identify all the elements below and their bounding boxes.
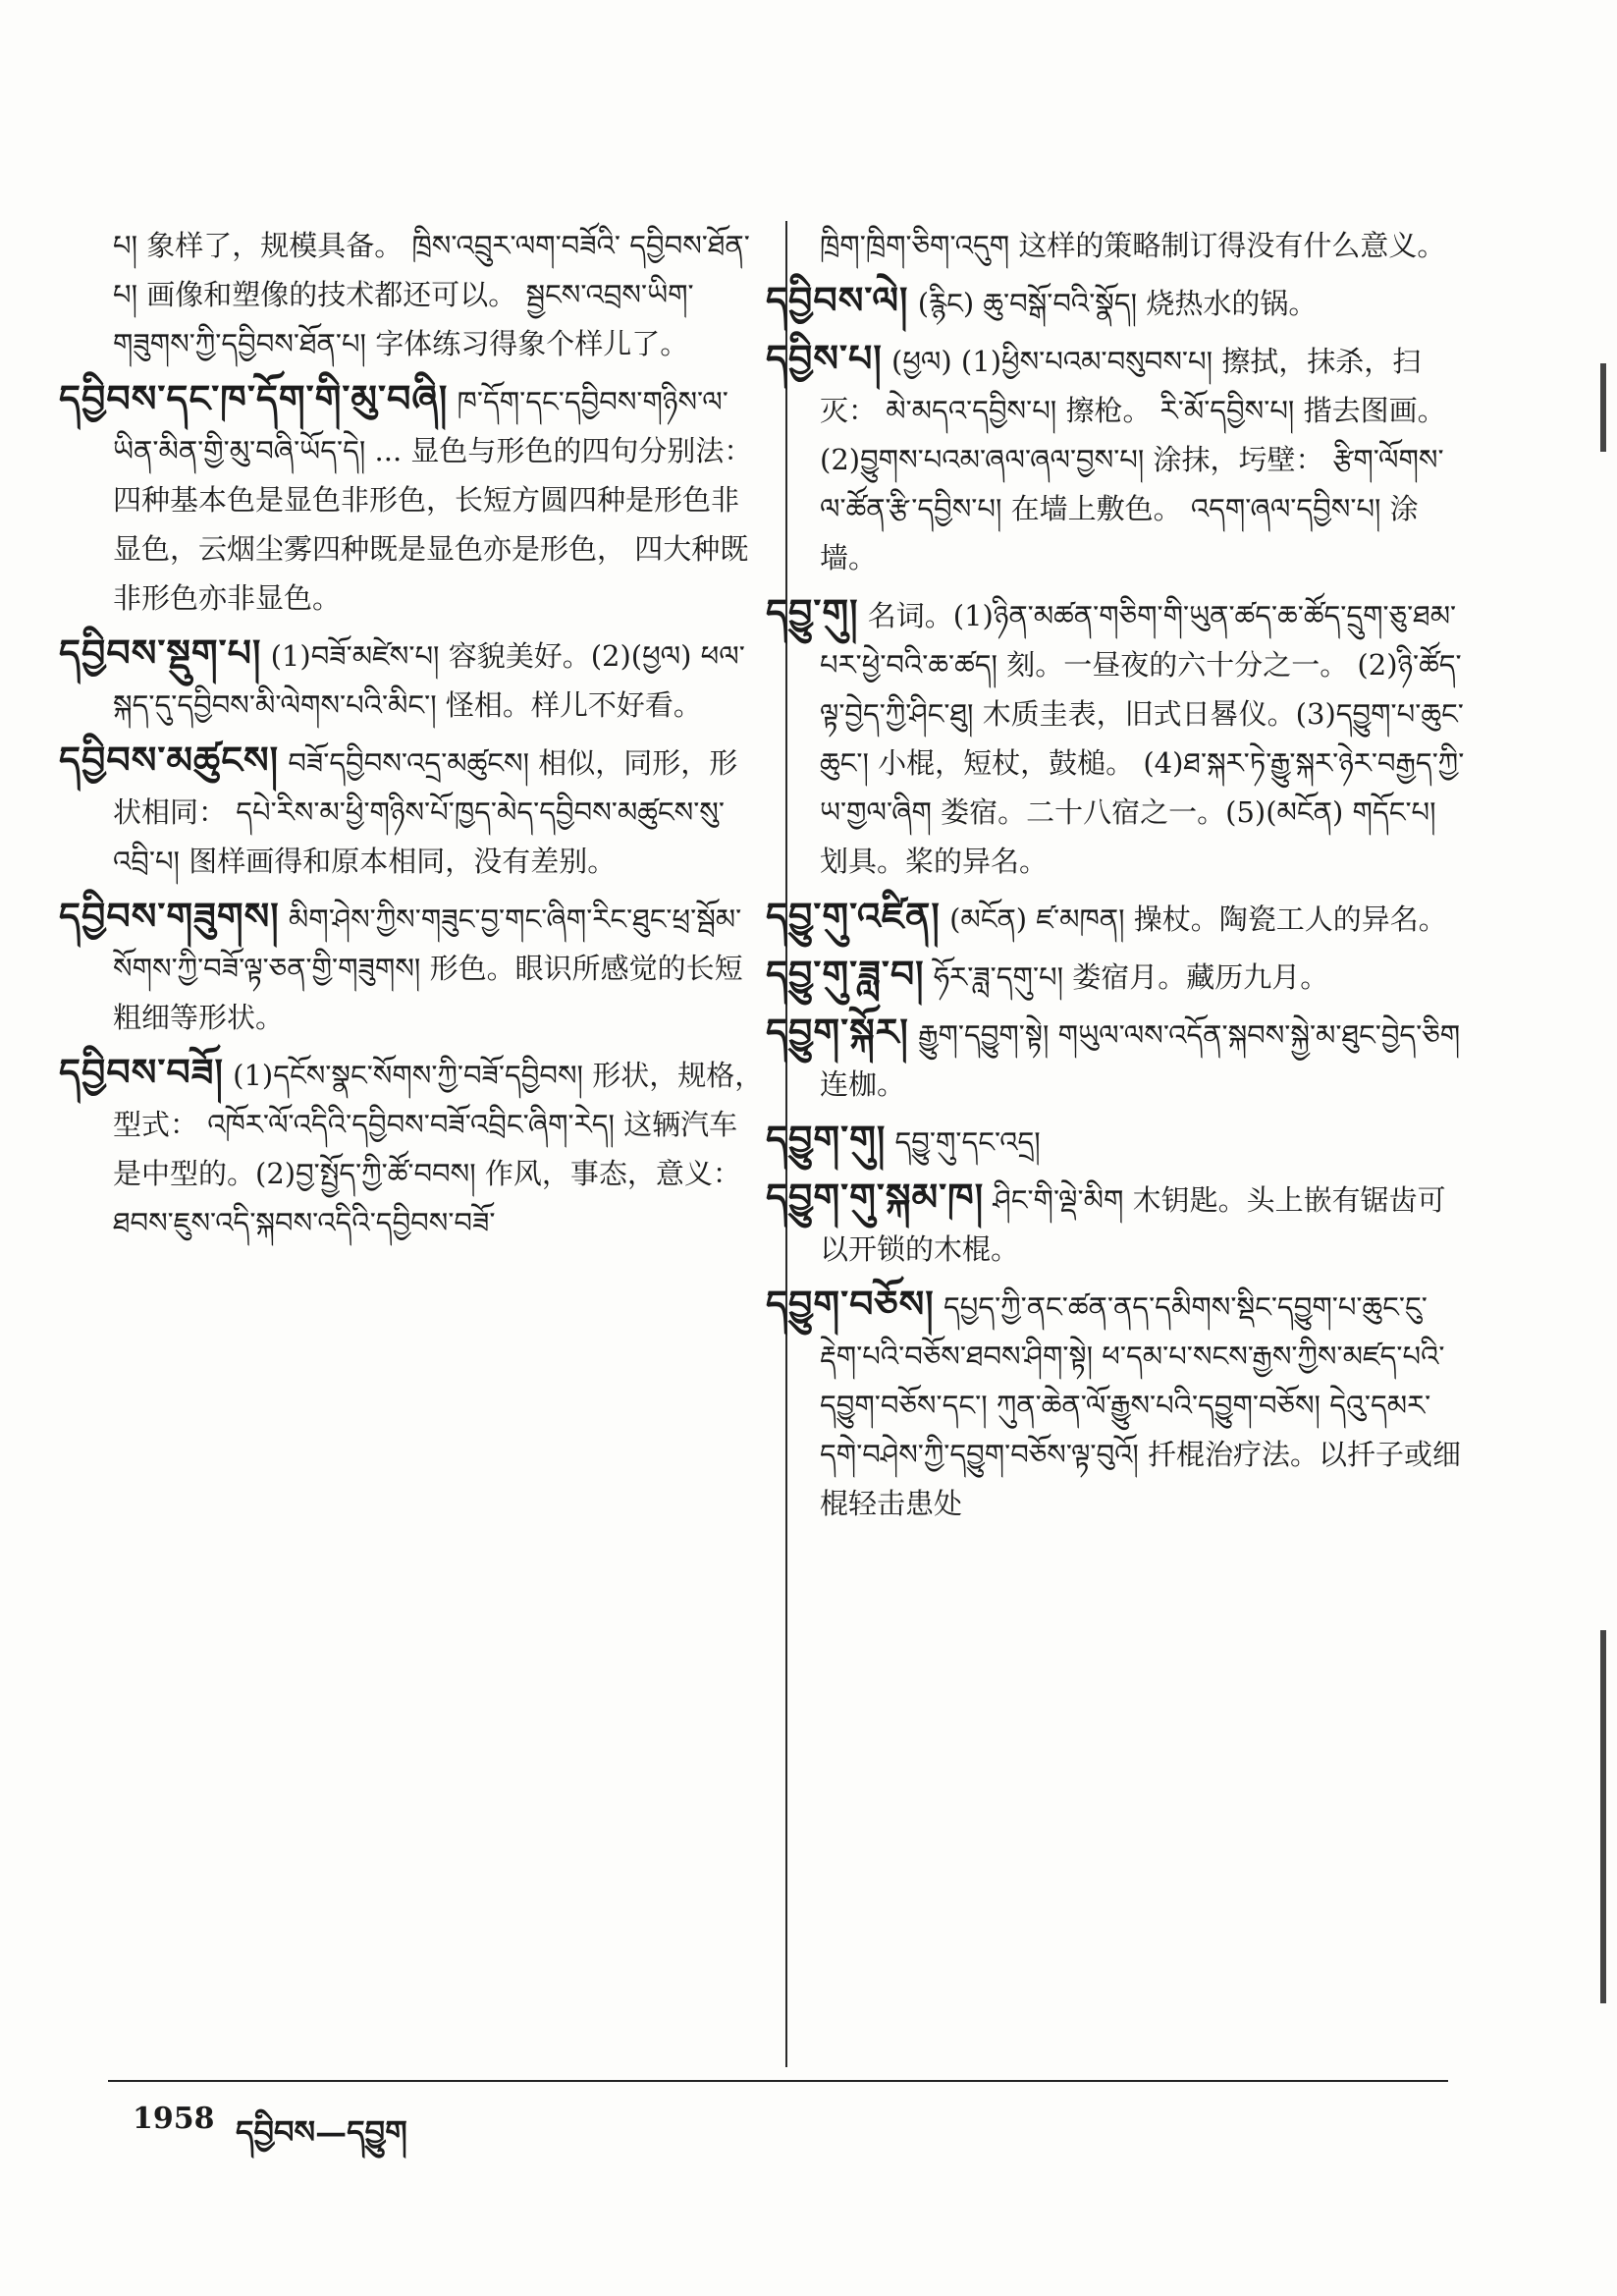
entry-text: དཔྱད་ཀྱི་ནང་ཚན་ནད་དམིགས་སྡིང་དབྱུག་པ་ཆུང་ངུ་རྡེག་པའི་བཅོས་ཐབས་ཤིག་སྟེ། ཕ་དམ་པ་སངས་རྒྱས་ཀྱིས་མཛད་པའི་དབྱུག་བཅོས་དང་། ཀུན་ཆེན་ལོ་རྒྱུས་པའི་དབྱུག་བཅོས། དེའུ་དམར་དགེ་བཤེས་ཀྱི་དབྱུག་བཅོས་ལྟ་བུའོ། 扦棍治疗法。以扦子或细棍轻击患处 [820,1290,1462,1520]
entry-headword: དབྱིབས་གཟུགས། [59,894,280,938]
scan-edge-mark [1600,363,1606,452]
entry-text: པ། 象样了，规模具备。 ཁྲིས་འབྲུར་ལག་བཟོའི་ དབྱིབས་ཐོན་པ། 画像和塑像的技术都还可以。 སྦྱངས་འབྲས་ཡིག་གཟུགས་ཀྱི་དབྱིབས་ཐོན་པ། 字体练习得象个样儿了。 [113,229,750,360]
entry-continuation [820,221,1468,270]
entry [766,1173,1468,1274]
footer-rule [108,2080,1448,2082]
entry-headword: དབྱིབས་དང་ཁ་དོག་གི་མུ་བཞི། [59,376,449,420]
entry [59,374,766,623]
entry-headword: དབྱིས་པ། [766,336,883,380]
entry-text: ཤིང་གི་ལྡེ་མིག 木钥匙。头上嵌有锯齿可以开锁的木棍。 [820,1183,1446,1266]
entry-headword: དབྱིབས་བཟོ། [59,1050,224,1094]
entry [59,736,766,886]
entry [766,950,1468,1002]
entry [766,276,1468,328]
entry [766,892,1468,944]
entry [766,588,1468,886]
entry-text: (ཕྱལ) (1)ཕྱིས་པའམ་བསུབས་པ། 擦拭，抹杀，扫灭： མེ་མདའ་དབྱིས་པ། 擦枪。 རི་མོ་དབྱིས་པ། 揩去图画。 (2)བྱུགས་པའམ་ཞལ་ཞལ་བྱས་པ། 涂抹，圬壁： རྩིག་ལོགས་ལ་ཚོན་རྩི་དབྱིས་པ། 在墙上敷色。 འདག་ཞལ་དབྱིས་པ། 涂墙。 [820,345,1446,574]
entry [766,334,1468,582]
page-number: 1958 [133,2102,215,2136]
entry-headword: དབྱིབས་མཚུངས། [59,738,280,782]
entry-text: 名词。(1)ཉིན་མཚན་གཅིག་གི་ཡུན་ཚད་ཆ་ཚོད་དྲུག་ཅུ་ཐམ་པར་ཕྱེ་བའི་ཆ་ཚད། 刻。一昼夜的六十分之一。 (2)ཉི་ཚོད་ལྟ་བྱེད་ཀྱི་ཤིང་ཐུ། 木质圭表，旧式日晷仪。(3)དབྱུག་པ་ཆུང་ཆུང་། 小棍，短杖，鼓槌。 (4)ཐ་སྐར་ཏེ་རྒྱུ་སྐར་ཉེར་བརྒྱད་ཀྱི་ཡ་གྱལ་ཞིག 娄宿。二十八宿之一。(5)(མངོན) གདོང་པ། 划具。桨的异名。 [820,599,1465,878]
entry [59,1048,766,1247]
entry-text: ཧོར་ཟླ་དགུ་པ། 娄宿月。藏历九月。 [933,960,1329,994]
entry [59,629,766,730]
entry-headword: དབྱུག་སྐོར། [766,1010,909,1054]
entry-headword: དབྱིབས་ལེ། [766,278,909,322]
entry-headword: དབྱུ་གུ་ཟླ་བ། [766,952,925,996]
entry-text: (མངོན) ཛ་མཁན། 操杖。陶瓷工人的异名。 [949,902,1447,936]
scan-edge-mark [1600,1630,1606,2003]
entry-text: རྒྱུག་དབྱུག་སྟེ། གཡུལ་ལས་འདོན་སྐབས་སྐྱེ་མ་ཐུང་བྱེད་ཅིག 连枷。 [820,1018,1461,1101]
entry-text: (1)དངོས་སྣང་སོགས་ཀྱི་བཟོ་དབྱིབས། 形状，规格，型式： འཁོར་ལོ་འདིའི་དབྱིབས་བཟོ་འབྲིང་ཞིག་རེད། 这辆汽车是中型的。(2)བྱ་སྤྱོད་ཀྱི་ཚོ་བབས། 作风，事态，意义： ཐབས་ཇུས་འདི་སྐབས་འདིའི་དབྱིབས་བཟོ་ [113,1059,764,1239]
entry-text: མིག་ཤེས་ཀྱིས་གཟུང་བྱ་གང་ཞིག་རིང་ཐུང་ཕྲ་སྦོམ་སོགས་ཀྱི་བཟོ་ལྟ་ཅན་གྱི་གཟུགས། 形色。眼识所感觉的长短粗细等形状。 [113,902,743,1034]
entry [59,892,766,1042]
left-column [59,221,766,1253]
entry-headword: དབྱུག་གུ། [766,1117,887,1161]
entry [766,1008,1468,1109]
entry-text: དབྱུ་གུ་དང་འདྲ། [894,1125,1041,1159]
entry-headword: དབྱུག་གུ་སྐམ་ཁ། [766,1175,985,1219]
entry [766,1115,1468,1167]
entry-headword: དབྱུ་གུ། [766,590,859,634]
entry-text: ཁྲིག་ཁྲིག་ཅིག་འདུག 这样的策略制订得没有什么意义。 [820,229,1446,262]
running-head: དབྱིབས—དབྱུག [236,2113,407,2151]
entry-headword: དབྱུག་བཅོས། [766,1282,935,1326]
entry-headword: དབྱིབས་སྡུག་པ། [59,630,262,675]
entry-headword: དབྱུ་གུ་འཛིན། [766,894,941,938]
entry-text: བཟོ་དབྱིབས་འདྲ་མཚུངས། 相似，同形，形状相同： དཔེ་རིས་མ་ཕྱི་གཉིས་པོ་ཁྱད་མེད་དབྱིབས་མཚུངས་སུ་འབྲི་པ། 图样画得和原本相同，没有差别。 [113,746,738,878]
entry-text: (1)བཟོ་མཛེས་པ། 容貌美好。(2)(ཕྱལ) ཕལ་སྐད་དུ་དབྱིབས་མི་ལེགས་པའི་མིང་། 怪相。样儿不好看。 [113,639,745,722]
entry-continuation [113,221,766,368]
entry-text: ཁ་དོག་དང་དབྱིབས་གཉིས་ལ་ཡིན་མིན་གྱི་མུ་བཞི་ཡོད་དེ། ... 显色与形色的四句分别法：四种基本色是显色非形色，长短方圆四种是形色非显色，云烟尘雾四种既是显色亦是形色， 四大种既非形色亦非显色。 [113,385,753,615]
right-column [766,221,1468,1534]
entry [766,1280,1468,1528]
entry-text: (རྙིང) ཆུ་བསྒོ་བའི་སྣོད། 烧热水的锅。 [917,287,1318,320]
